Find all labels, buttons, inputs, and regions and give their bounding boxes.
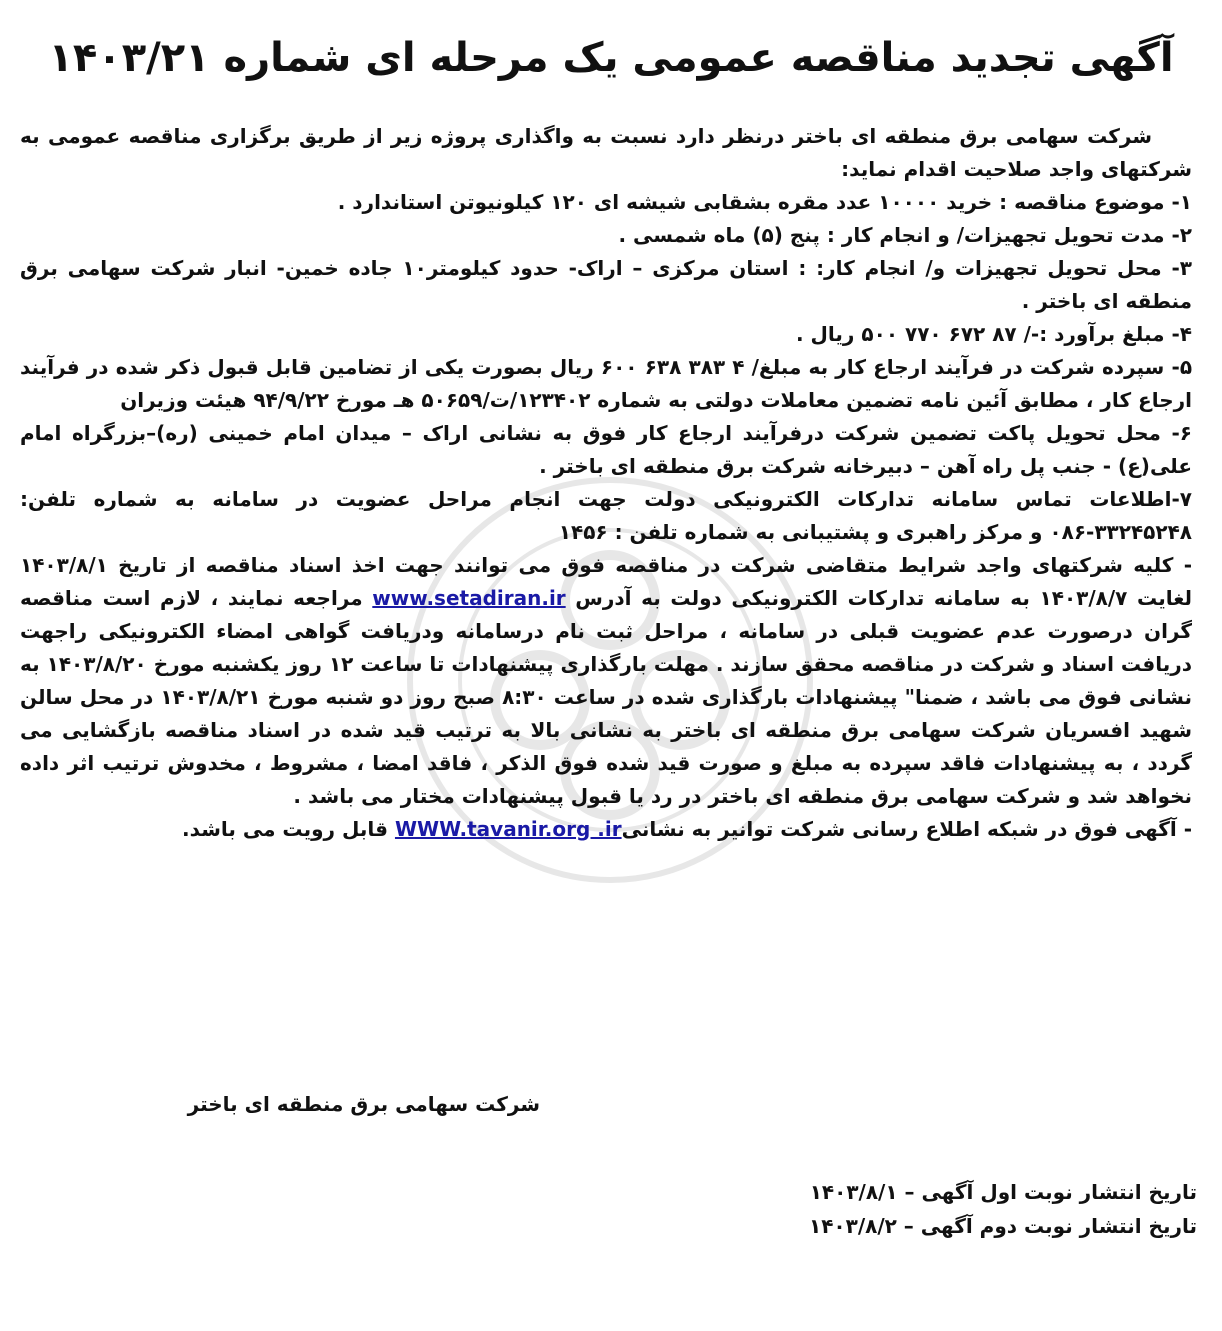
publication-dates bbox=[677, 1175, 1197, 1243]
first-publication-date: تاریخ انتشار نوبت اول آگهی – ۱۴۰۳/۸/۱ bbox=[809, 1180, 1197, 1204]
conditions-paragraph bbox=[20, 549, 1192, 813]
item-estimated-amount: ۴- مبلغ برآورد :-/ ۸۷ ۶۷۲ ۷۷۰ ۵۰۰ ریال . bbox=[796, 322, 1192, 346]
item-duration: ۲- مدت تحویل تجهیزات/ و انجام کار : پنج (۵) ماه شمسی . bbox=[618, 223, 1192, 247]
second-publication-date: تاریخ انتشار نوبت دوم آگهی – ۱۴۰۳/۸/۲ bbox=[808, 1214, 1197, 1238]
item-subject: ۱- موضوع مناقصه : خرید ۱۰۰۰۰ عدد مقره بشقابی شیشه ای ۱۲۰ کیلونیوتن استاندارد . bbox=[337, 190, 1192, 214]
tavanir-text-before: - آگهی فوق در شبکه اطلاع رسانی شرکت توانیر به نشانی bbox=[621, 817, 1192, 841]
conditions-text-after: مراجعه نمایند ، لازم است مناقصه گران درصورت عدم عضویت قبلی در سامانه ، مراحل ثبت نام درسامانه ودریافت گواهی امضاء الکترونیکی راجهت دریافت اسناد و شرکت در مناقصه محقق سازند . مهلت بارگذاری پیشنهادات تا ساعت ۱۲ روز یکشنبه مورخ ۱۴۰۳/۸/۲۰ به نشانی فوق می باشد ، ضمنا" پیشنهادات بارگذاری شده در ساعت ۸:۳۰ صبح روز دو شنبه مورخ ۱۴۰۳/۸/۲۱ در محل سالن شهید افسریان شرکت سهامی برق منطقه ای باختر به نشانی بالا به ترتیب قید شده در اسناد مناقصه بازگشایی می گردد ، به پیشنهادات فاقد سپرده به مبلغ و صورت قید شده فوق الذکر ، فاقد امضا ، مشروط ، مخدوش ترتیب اثر داده نخواهد شد و شرکت سهامی برق منطقه ای باختر در رد یا قبول پیشنهادات مختار می باشد . bbox=[20, 586, 1193, 808]
notice-title: آگهی تجدید مناقصه عمومی یک مرحله ای شماره ۱۴۰۳/۲۱ bbox=[48, 35, 1174, 81]
item-envelope-address: ۶- محل تحویل پاکت تضمین شرکت درفرآیند ارجاع کار فوق به نشانی اراک – میدان امام خمینی (ره)–بزرگراه امام علی(ع) - جنب پل راه آهن – دبیرخانه شرکت برق منطقه ای باختر . bbox=[20, 421, 1192, 478]
tavanir-link[interactable]: WWW.tavanir.org .ir bbox=[394, 817, 622, 841]
conditions-text-before: - کلیه شرکتهای واجد شرایط متقاضی شرکت در مناقصه فوق می توانند جهت اخذ اسناد مناقصه از تاریخ ۱۴۰۳/۸/۱ لغایت ۱۴۰۳/۸/۷ به سامانه تدارکات الکترونیکی دولت به آدرس bbox=[20, 553, 1193, 610]
item-delivery-location: ۳- محل تحویل تجهیزات و/ انجام کار: : استان مرکزی – اراک- حدود کیلومتر۱۰ جاده خمین- انبار شرکت سهامی برق منطقه ای باختر . bbox=[20, 256, 1192, 313]
intro-paragraph: شرکت سهامی برق منطقه ای باختر درنظر دارد نسبت به واگذاری پروژه زیر از طریق برگزاری مناقصه عمومی به شرکتهای واجد صلاحیت اقدام نماید: bbox=[20, 124, 1192, 181]
item-contact-info: ۷-اطلاعات تماس سامانه تدارکات الکترونیکی دولت جهت انجام مراحل عضویت در سامانه به شماره تلفن: ۳۳۲۴۵۲۴۸-۰۸۶ و مرکز راهبری و پشتیبانی به شماره تلفن : ۱۴۵۶ bbox=[20, 487, 1192, 544]
company-signature: شرکت سهامی برق منطقه ای باختر bbox=[187, 1092, 540, 1116]
item-deposit: ۵- سپرده شرکت در فرآیند ارجاع کار به مبلغ/ ۴ ۳۸۳ ۶۳۸ ۶۰۰ ریال بصورت یکی از تضامین قابل قبول ذکر شده در فرآیند ارجاع کار ، مطابق آئین نامه تضمین معاملات دولتی به شماره ۱۲۳۴۰۲/ت/۵۰۶۵۹ هـ مورخ ۹۴/۹/۲۲ هیئت وزیران bbox=[20, 355, 1193, 412]
tavanir-text-after: قابل رویت می باشد. bbox=[182, 817, 395, 841]
setadiran-link[interactable]: www.setadiran.ir bbox=[372, 586, 566, 610]
tavanir-paragraph bbox=[20, 813, 1192, 846]
notice-body bbox=[20, 120, 1192, 846]
